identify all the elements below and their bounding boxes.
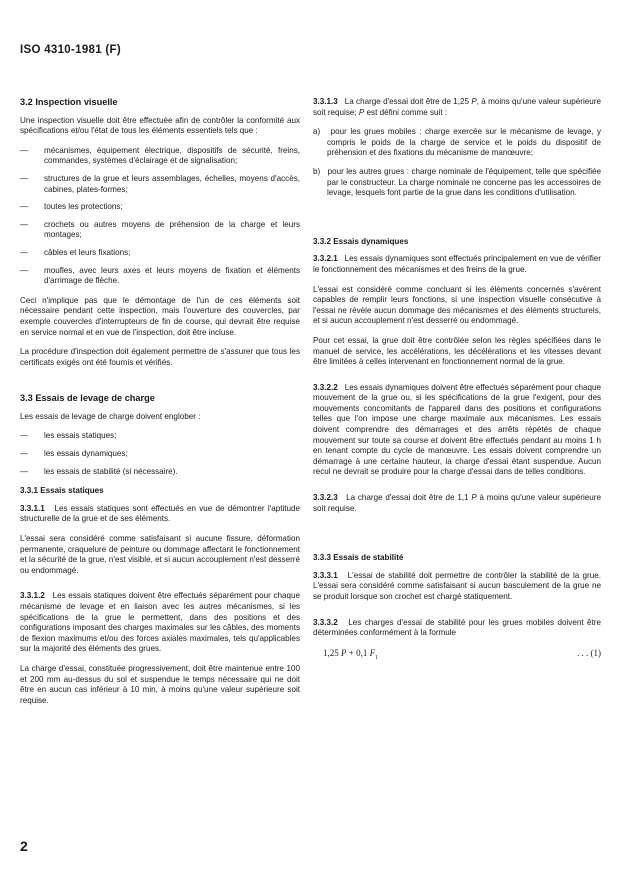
section-3-3-intro: Les essais de levage de charge doivent englober : bbox=[20, 411, 201, 421]
section-3-3-2-title: 3.3.2 Essais dynamiques bbox=[313, 236, 409, 246]
clause-number: 3.3.2.1 bbox=[313, 254, 338, 264]
clause-text: est défini comme suit : bbox=[364, 107, 448, 117]
clause-number: 3.3.2.2 bbox=[313, 382, 338, 392]
formula-part: 1,25 bbox=[323, 647, 341, 658]
section-3-2-title: 3.2 Inspection visuelle bbox=[20, 97, 118, 107]
clause-number: 3.3.2.3 bbox=[313, 493, 338, 503]
formula-expression bbox=[323, 648, 378, 663]
list-item: — crochets ou autres moyens de préhension de la charge et leurs montages; bbox=[20, 220, 300, 241]
list-item: — mécanismes, équipement électrique, dispositifs de sécurité, freins, commandes, systèmes d'éclairage et de signalisation; bbox=[20, 146, 300, 167]
section-3-3-list bbox=[20, 431, 300, 477]
clause-text: La charge d'essai doit être de 1,1 bbox=[346, 493, 472, 503]
sub-item-label: b) bbox=[313, 166, 321, 176]
section-3-3-1-3-paragraph bbox=[313, 97, 601, 118]
section-3-3-1-1-paragraph bbox=[20, 504, 300, 525]
formula-subscript: 1 bbox=[375, 654, 379, 661]
clause-text: Les essais statiques doivent être effectués séparément pour chaque mécanisme de levage et en liaison avec les autres mécanismes, si les spécifications de la grue le permettent, dans des positions et des configurations imposant des charges maximales sur les câbles, des moments de flexion maximums et/ou des forces axiales maximales, tels qu'applicables sur la majorité des éléments des grues. bbox=[20, 591, 300, 654]
stability-formula bbox=[313, 648, 601, 663]
clause-number: 3.3.3.2 bbox=[313, 617, 338, 627]
clause-text: à moins qu'une valeur supérieure soit requise. bbox=[313, 493, 601, 513]
section-3-2-list bbox=[20, 146, 300, 287]
section-3-3-2-1-paragraph-2: L'essai est considéré comme concluant si les éléments concernés s'avèrent capables de remplir leurs fonctions, si une inspection visuelle consécutive à l'essai ne révèle aucun dommage des mécanismes et des éléments structurels, et si aucun accouplement n'est desserré ou endommagé. bbox=[313, 284, 601, 326]
list-item: — structures de la grue et leurs assemblages, échelles, moyens d'accès, cabines, plates-formes; bbox=[20, 174, 300, 195]
section-3-2-paragraph: Ceci n'implique pas que le démontage de l'un de ces éléments soit nécessaire pendant cette inspection, mais l'ouverture des couvercles, par exemple couvercles d'interrupteurs de fin de course, qui devrait être requise en service normal et en vue de l'inspection, doit être incluse. bbox=[20, 295, 300, 337]
clause-text: Les essais statiques sont effectués en vue de démontrer l'aptitude structurelle de la grue et de ses éléments. bbox=[20, 503, 301, 524]
variable-p: P bbox=[471, 493, 477, 503]
clause-text: , à moins qu'une valeur supérieure soit requise; bbox=[313, 97, 601, 117]
clause-text: Les essais dynamiques doivent être effectués séparément pour chaque mouvement de la grue ou, si les spécifications de la grue l'exigent, pour des mouvements concomitants de l'appareil dans des positions et configurations telles que l'on impose une charge maximale aux mécanismes. Les essais doivent comprendre des démarrages et des arrêts répétés de chaque mouvement sur toute sa course et doivent être effectués pendant au moins 1 h en tenant compte du cycle de manœuvre. Les essais doivent comprendre un démarrage à une certaine hauteur, la charge d'essai étant suspendue. Aucun recul ne devrait se produire pour la charge d'essai dans de telles conditions. bbox=[313, 382, 601, 477]
section-3-3-1-1-paragraph-2: L'essai sera considéré comme satisfaisant si aucune fissure, déformation permanente, craquelure de peinture ou dommage affectant le fonctionnement et la sécurité de la grue, n'est visible, et si aucun accouplement n'est desserré ou endommagé. bbox=[20, 534, 300, 575]
left-column bbox=[20, 97, 300, 715]
clause-text: L'essai de stabilité doit permettre de contrôler la stabilité de la grue. L'essai sera considéré comme satisfaisant si aucun basculement de la grue ne se produit lorsque son crochet est chargé statiquement. bbox=[313, 570, 602, 601]
formula-variable-p: P bbox=[341, 647, 347, 658]
section-3-3-3-1-paragraph bbox=[313, 571, 601, 603]
right-column bbox=[313, 97, 601, 663]
variable-p: P bbox=[471, 97, 477, 106]
section-3-3-title: 3.3 Essais de levage de charge bbox=[20, 393, 155, 404]
variable-p: P bbox=[358, 107, 365, 117]
clause-text: Les charges d'essai de stabilité pour les grues mobiles doivent être déterminées conformément à la formule bbox=[313, 617, 601, 638]
document-header: ISO 4310-1981 (F) bbox=[20, 44, 121, 56]
list-item: — les essais dynamiques; bbox=[20, 449, 300, 460]
section-3-3-2-1-paragraph-3: Pour cet essai, la grue doit être contrôlée selon les règles spécifiées dans le manuel de service, les accélérations, les décélérations et les vitesses devant être limitées à celles intervenant en fonctionnement normal de la grue. bbox=[313, 335, 601, 367]
clause-number: 3.3.1.2 bbox=[20, 591, 45, 601]
list-item: — câbles et leurs fixations; bbox=[20, 248, 300, 259]
sub-item-a bbox=[313, 127, 601, 159]
sub-item-label: a) bbox=[313, 127, 321, 137]
section-3-3-1-2-paragraph-2: La charge d'essai, constituée progressivement, doit être maintenue entre 100 et 200 mm au-dessus du sol et suspendue le temps nécessaire qui ne doit être en aucun cas inférieur à 10 min, à moins qu'une valeur supérieure soit requise. bbox=[20, 663, 300, 705]
section-3-3-2-1-paragraph bbox=[313, 254, 601, 275]
section-3-3-3-title: 3.3.3 Essais de stabilité bbox=[313, 553, 404, 563]
sub-item-b bbox=[313, 167, 601, 199]
sub-item-text: pour les grues mobiles : charge exercée sur le mécanisme de levage, y compris le poids de la charge de service et le poids du dispositif de préhension et des fixations du mécanisme de manœuvre; bbox=[327, 127, 601, 158]
clause-text: Les essais dynamiques sont effectués principalement en vue de vérifier le fonctionnement des mécanismes et des freins de la grue. bbox=[313, 254, 601, 274]
list-item: — les essais statiques; bbox=[20, 431, 300, 442]
clause-number: 3.3.1.1 bbox=[20, 503, 45, 513]
clause-text: La charge d'essai doit être de 1,25 bbox=[344, 97, 472, 106]
section-3-3-2-2-paragraph bbox=[313, 383, 601, 478]
clause-number: 3.3.1.3 bbox=[313, 97, 338, 106]
list-item: — moufles, avec leurs axes et leurs moyens de fixation et éléments d'arrimage de flèche. bbox=[20, 266, 300, 287]
sub-item-text: pour les autres grues : charge nominale de l'équipement, telle que spécifiée par le constructeur. La charge nominale ne concerne pas les accessoires de levage, lesquels font partie de la grue dans les conditions d'utilisation. bbox=[327, 166, 601, 198]
section-3-3-2-3-paragraph bbox=[313, 493, 601, 514]
list-item: — toutes les protections; bbox=[20, 202, 300, 213]
formula-variable-f: F bbox=[369, 647, 376, 658]
section-3-3-1-2-paragraph bbox=[20, 591, 300, 655]
formula-reference: . . . (1) bbox=[577, 647, 601, 658]
section-3-3-1-title: 3.3.1 Essais statiques bbox=[20, 486, 104, 496]
formula-part: + 0,1 bbox=[346, 647, 370, 658]
clause-number: 3.3.3.1 bbox=[313, 570, 338, 580]
section-3-2-intro: Une inspection visuelle doit être effectuée afin de contrôler la conformité aux spécifications et/ou l'état de tous les éléments essentiels tels que : bbox=[20, 115, 300, 136]
section-3-3-3-2-paragraph bbox=[313, 618, 601, 639]
section-3-2-paragraph: La procédure d'inspection doit également permettre de s'assurer que tous les certificats exigés ont été fournis et vérifiés. bbox=[20, 347, 300, 367]
list-item: — les essais de stabilité (si nécessaire). bbox=[20, 467, 300, 478]
page-number: 2 bbox=[20, 838, 28, 854]
